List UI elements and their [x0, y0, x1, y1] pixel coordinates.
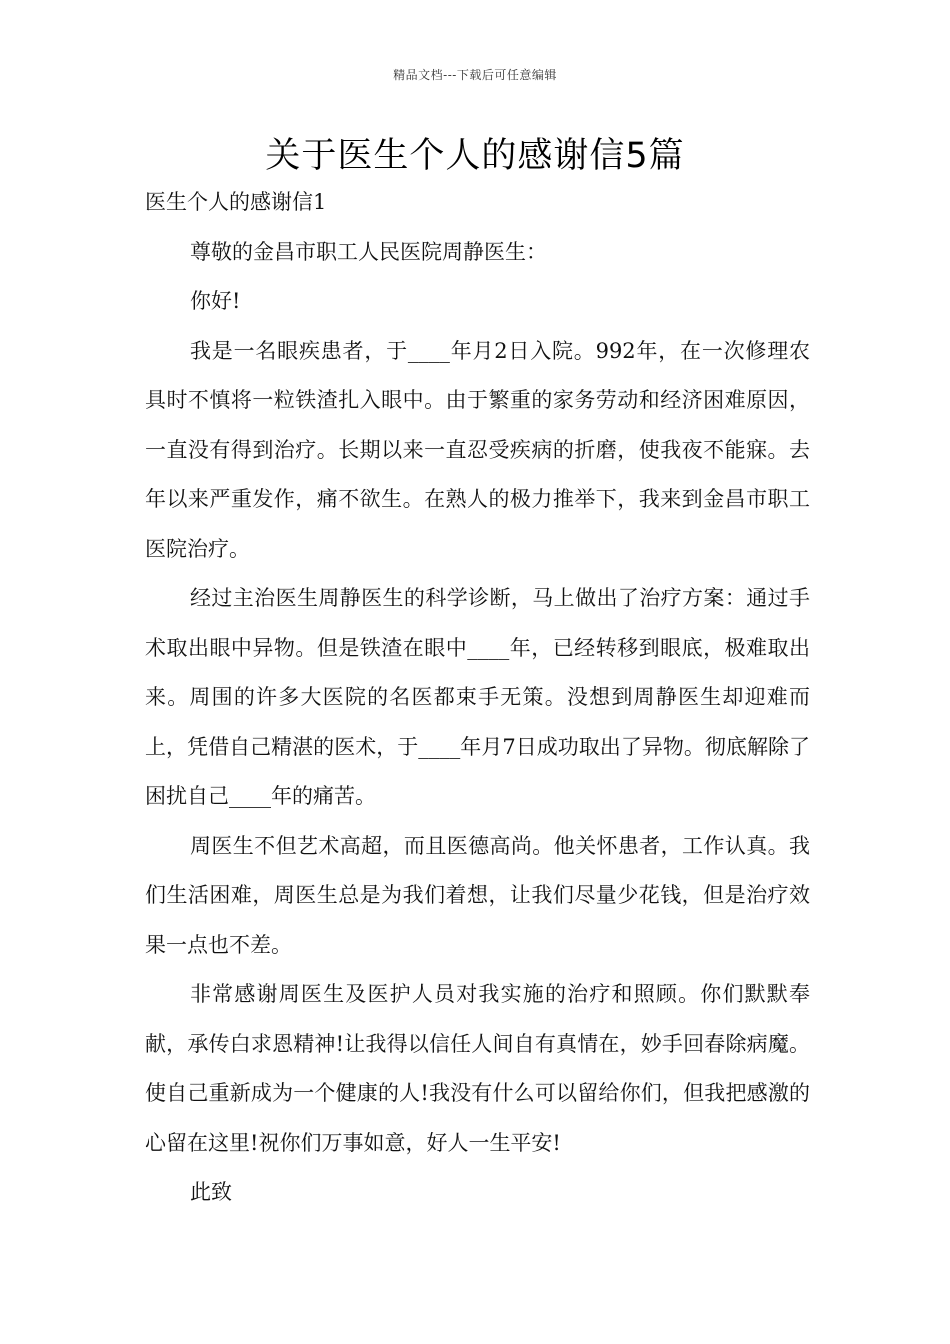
body-paragraph: 我是一名眼疾患者，于____年月2日入院。992年，在一次修理农具时不慎将一粒铁渣扎入眼中。由于繁重的家务劳动和经济困难原因，一直没有得到治疗。长期以来一直忍受疾病的折磨，使我夜不能寐。去年以来严重发作，痛不欲生。在熟人的极力推举下，我来到金昌市职工医院治疗。 — [145, 338, 810, 561]
section-heading: 医生个人的感谢信1 — [145, 190, 327, 214]
closing: 此致 — [190, 1180, 232, 1204]
body-paragraph: 非常感谢周医生及医护人员对我实施的治疗和照顾。你们默默奉献，承传白求恩精神!让我得以信任人间自有真情在，妙手回春除病魔。使自己重新成为一个健康的人!我没有什么可以留给你们，但我把感激的心留在这里!祝你们万事如意，好人一生平安! — [145, 982, 810, 1155]
body-paragraph: 周医生不但艺术高超，而且医德高尚。他关怀患者，工作认真。我们生活困难，周医生总是为我们着想，让我们尽量少花钱，但是治疗效果一点也不差。 — [145, 833, 810, 957]
greeting: 你好! — [190, 289, 241, 313]
document-title: 关于医生个人的感谢信5篇 — [265, 136, 685, 176]
salutation: 尊敬的金昌市职工人民医院周静医生： — [190, 239, 547, 264]
document-body — [145, 178, 810, 1218]
header-note: 精品文档---下载后可任意编辑 — [393, 68, 557, 82]
body-paragraph: 经过主治医生周静医生的科学诊断，马上做出了治疗方案：通过手术取出眼中异物。但是铁渣在眼中____年，已经转移到眼底，极难取出来。周围的许多大医院的名医都束手无策。没想到周静医生却迎难而上，凭借自己精湛的医术，于____年月7日成功取出了异物。彻底解除了困扰自己____年的痛苦。 — [145, 586, 810, 808]
